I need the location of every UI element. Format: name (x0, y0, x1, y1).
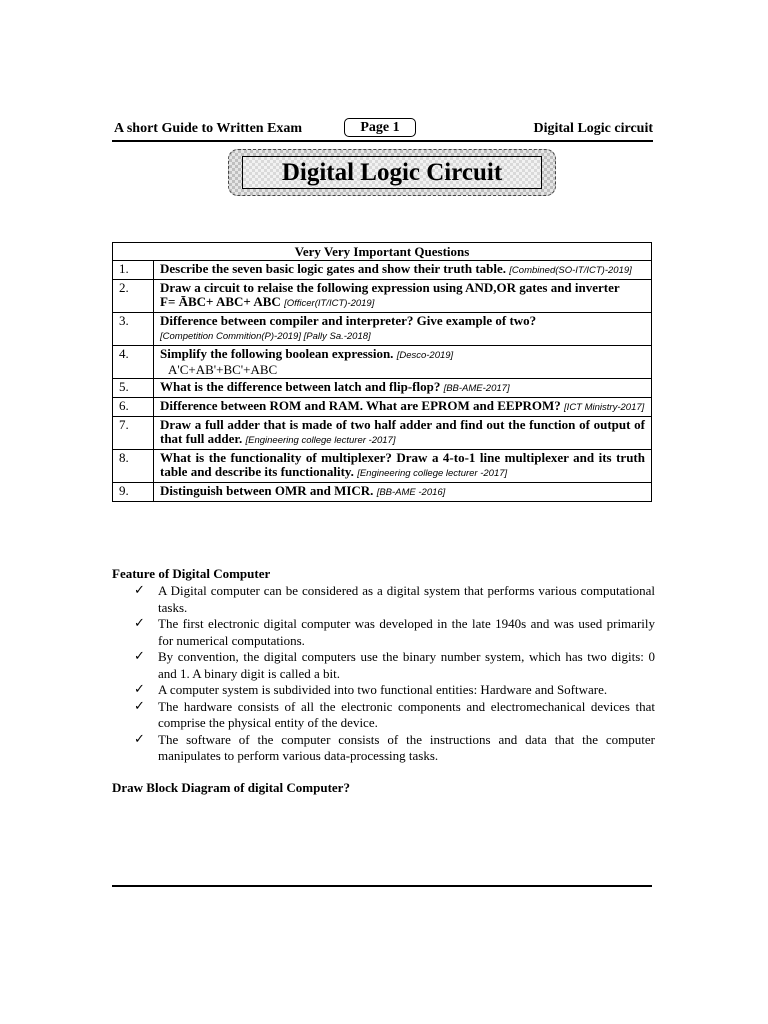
checkmark-icon: ✓ (134, 698, 145, 714)
footer-divider (112, 885, 652, 887)
guide-title: A short Guide to Written Exam (114, 121, 303, 136)
question-number: 4. (113, 346, 154, 379)
question-source: [Desco-2019] (396, 350, 454, 361)
question-number: 2. (113, 280, 154, 313)
questions-table (112, 242, 652, 502)
page-number-badge: Page 1 (344, 118, 416, 137)
question-source: [BB-AME -2016] (376, 487, 446, 498)
question-source: [BB-AME-2017] (443, 383, 510, 394)
question-number: 1. (113, 261, 154, 280)
list-item: ✓ By convention, the digital computers use the binary number system, which has two digits: 0 and 1. A binary digit is called a bit. (134, 649, 655, 681)
question-source: [Engineering college lecturer -2017] (357, 468, 508, 479)
question-source: [Officer(IT/ICT)-2019] (284, 298, 375, 309)
question-number: 7. (113, 417, 154, 450)
features-list (112, 583, 655, 765)
table-row (113, 417, 652, 450)
question-text: Difference between ROM and RAM. What are EPROM and EEPROM? [ICT Ministry-2017] (154, 398, 652, 417)
subject-title: Digital Logic circuit (533, 121, 653, 136)
page-header (112, 118, 653, 142)
checkmark-icon: ✓ (134, 731, 145, 747)
question-text: Draw a circuit to relaise the following expression using AND,OR gates and inverter F= ĀBC+ ABC+ ABC [Officer(IT/ICT)-2019] (154, 280, 652, 313)
table-row (113, 450, 652, 483)
title-banner (228, 149, 556, 196)
question-text: What is the difference between latch and flip-flop? [BB-AME-2017] (154, 379, 652, 398)
table-row (113, 483, 652, 502)
question-number: 6. (113, 398, 154, 417)
question-source: [Combined(SO-IT/ICT)-2019] (509, 265, 632, 276)
question-text: Simplify the following boolean expression. [Desco-2019] A'C+AB'+BC'+ABC (154, 346, 652, 379)
table-row (113, 313, 652, 346)
questions-table-heading: Very Very Important Questions (113, 243, 652, 261)
checkmark-icon: ✓ (134, 682, 145, 697)
table-row (113, 398, 652, 417)
document-title: Digital Logic Circuit (242, 156, 542, 189)
boolean-expression: A'C+AB'+BC'+ABC (168, 362, 278, 377)
question-source: [Competition Commition(P)-2019] [Pally Sa.-2018] (160, 331, 371, 342)
boolean-expression: F= ĀBC+ ABC+ ABC (160, 294, 281, 309)
question-text: Draw a full adder that is made of two half adder and find out the function of output of that full adder. [Engineering college lecturer -2017] (154, 417, 652, 450)
checkmark-icon: ✓ (134, 583, 145, 598)
block-diagram-question: Draw Block Diagram of digital Computer? (112, 780, 350, 795)
question-text: Difference between compiler and interpreter? Give example of two? [Competition Commition(P)-2019] [Pally Sa.-2018] (154, 313, 652, 346)
question-text: Describe the seven basic logic gates and show their truth table. [Combined(SO-IT/ICT)-2019] (154, 261, 652, 280)
list-item: ✓ The hardware consists of all the electronic components and electromechanical devices that comprise the physical entity of the device. (134, 698, 655, 730)
table-row (113, 379, 652, 398)
question-number: 9. (113, 483, 154, 502)
question-text: Distinguish between OMR and MICR. [BB-AME -2016] (154, 483, 652, 502)
question-source: [ICT Ministry-2017] (564, 402, 645, 413)
question-number: 3. (113, 313, 154, 346)
table-row (113, 346, 652, 379)
list-item: ✓ A Digital computer can be considered as a digital system that performs various computational tasks. (134, 583, 655, 615)
question-number: 8. (113, 450, 154, 483)
checkmark-icon: ✓ (134, 616, 145, 631)
features-section (112, 566, 655, 765)
table-row (113, 280, 652, 313)
table-row (113, 261, 652, 280)
question-number: 5. (113, 379, 154, 398)
checkmark-icon: ✓ (134, 649, 145, 664)
list-item: ✓ The software of the computer consists of the instructions and data that the computer manipulates to perform various data-processing tasks. (134, 731, 655, 763)
list-item: ✓ The first electronic digital computer was developed in the late 1940s and was used primarily for numerical computations. (134, 616, 655, 648)
question-text: What is the functionality of multiplexer? Draw a 4-to-1 line multiplexer and its truth table and describe its functionality. [Engineering college lecturer -2017] (154, 450, 652, 483)
question-source: [Engineering college lecturer -2017] (245, 435, 396, 446)
features-heading: Feature of Digital Computer (112, 566, 271, 581)
list-item: ✓ A computer system is subdivided into two functional entities: Hardware and Software. (134, 682, 608, 697)
